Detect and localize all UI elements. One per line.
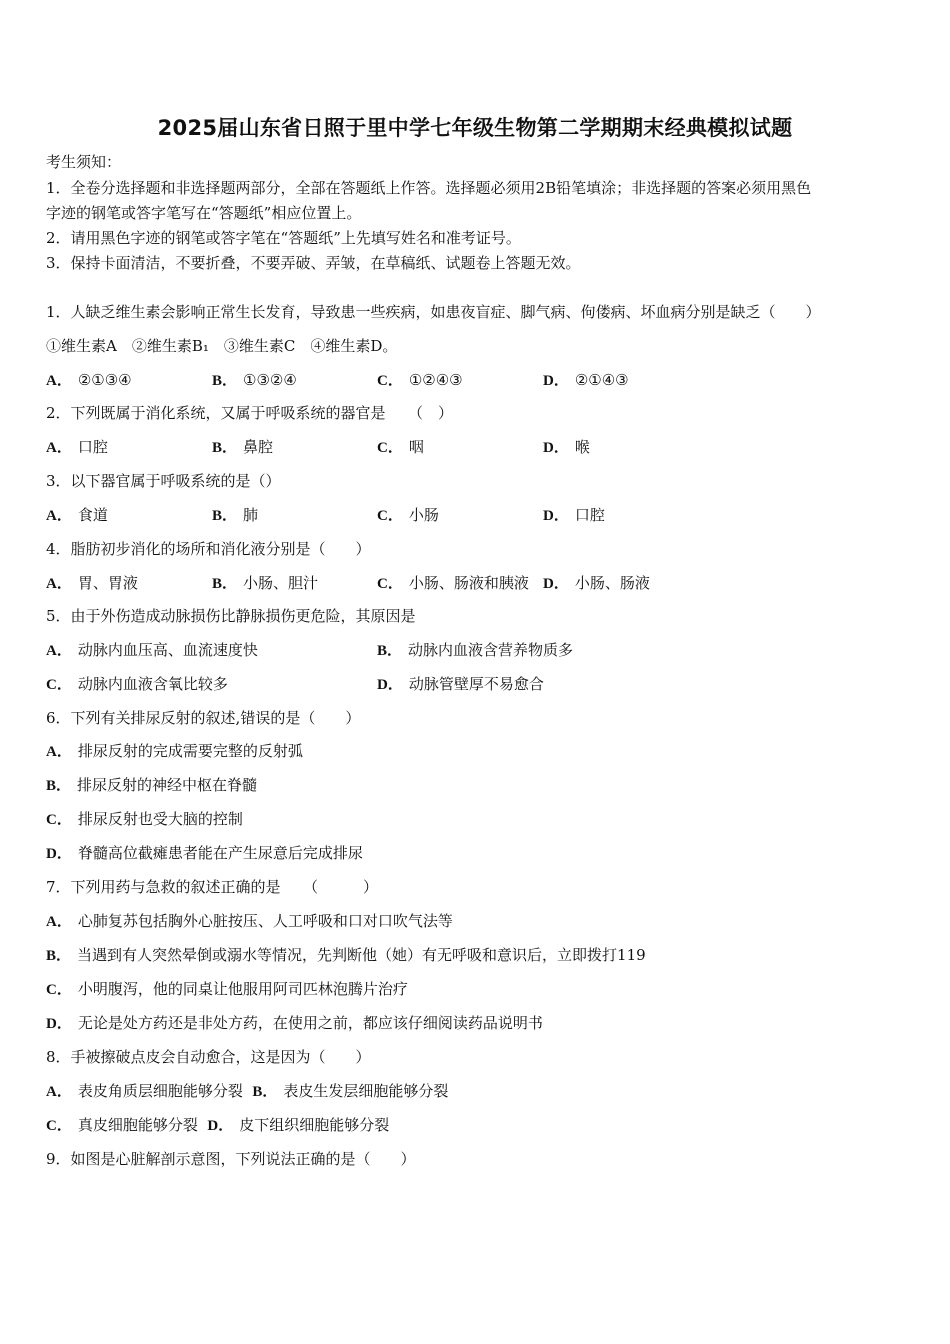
option-a: A． 口腔 <box>46 438 108 456</box>
question-stem: 5．由于外伤造成动脉损伤比静脉损伤更危险，其原因是 <box>46 607 416 625</box>
option-row <box>46 1115 389 1136</box>
option-a: A． 表皮角质层细胞能够分裂 <box>46 1082 243 1100</box>
option-c: C． 咽 <box>377 438 424 456</box>
option-b: B． 排尿反射的神经中枢在脊髓 <box>46 776 258 794</box>
page-title: 2025届山东省日照于里中学七年级生物第二学期期末经典模拟试题 <box>157 116 793 140</box>
question-stem: 3．以下器官属于呼吸系统的是（） <box>46 472 281 490</box>
option-b: B． 鼻腔 <box>212 438 274 456</box>
option-a: A． 胃、胃液 <box>46 574 138 592</box>
option-a: A． 食道 <box>46 506 108 524</box>
notice-heading: 考生须知： <box>46 153 122 171</box>
option-c: C． ①②④③ <box>377 371 463 389</box>
option-c: C． 小明腹泻，他的同桌让他服用阿司匹林泡腾片治疗 <box>46 980 408 998</box>
option-d: D． ②①④③ <box>543 371 629 389</box>
option-d: D． 口腔 <box>543 506 605 524</box>
option-d: D． 无论是处方药还是非处方药，在使用之前，都应该仔细阅读药品说明书 <box>46 1014 543 1032</box>
option-c: C． 排尿反射也受大脑的控制 <box>46 810 243 828</box>
option-c: C． 小肠 <box>377 506 439 524</box>
question-stem: 9．如图是心脏解剖示意图，下列说法正确的是（ ） <box>46 1150 416 1168</box>
option-d: D． 脊髓高位截瘫患者能在产生尿意后完成排尿 <box>46 844 363 862</box>
option-c: C． 真皮细胞能够分裂 <box>46 1116 198 1134</box>
option-a: A． 动脉内血压高、血流速度快 <box>46 641 258 659</box>
option-b: B． 当遇到有人突然晕倒或溺水等情况，先判断他（她）有无呼吸和意识后，立即拨打119 <box>46 946 646 964</box>
option-b: B． 肺 <box>212 506 259 524</box>
option-row <box>46 1081 448 1102</box>
question-stem: 8．手被擦破点皮会自动愈合，这是因为（ ） <box>46 1048 371 1066</box>
notice-line: 3．保持卡面清洁，不要折叠，不要弄破、弄皱，在草稿纸、试题卷上答题无效。 <box>46 254 581 272</box>
question-stem: 7．下列用药与急救的叙述正确的是 （ ） <box>46 878 379 896</box>
option-d: D． 皮下组织细胞能够分裂 <box>207 1116 390 1134</box>
option-c: C． 动脉内血液含氧比较多 <box>46 675 228 693</box>
option-b: B． 动脉内血液含营养物质多 <box>377 641 574 659</box>
option-b: B． 小肠、胆汁 <box>212 574 319 592</box>
question-stem: 2．下列既属于消化系统，又属于呼吸系统的器官是 （ ） <box>46 404 454 422</box>
question-extra: ①维生素A ②维生素B₁ ③维生素C ④维生素D。 <box>46 337 398 355</box>
option-b: B． ①③②④ <box>212 371 297 389</box>
question-stem: 4．脂肪初步消化的场所和消化液分别是（ ） <box>46 540 371 558</box>
option-d: D． 小肠、肠液 <box>543 574 650 592</box>
notice-line: 1．全卷分选择题和非选择题两部分，全部在答题纸上作答。选择题必须用2B铅笔填涂；非选择题的答案必须用黑色 <box>46 179 812 197</box>
option-a: A． 排尿反射的完成需要完整的反射弧 <box>46 742 303 760</box>
option-b: B． 表皮生发层细胞能够分裂 <box>252 1082 449 1100</box>
question-stem: 1．人缺乏维生素会影响正常生长发育，导致患一些疾病，如患夜盲症、脚气病、佝偻病、坏血病分别是缺乏（ ） <box>46 303 821 321</box>
option-a: A． 心肺复苏包括胸外心脏按压、人工呼吸和口对口吹气法等 <box>46 912 453 930</box>
notice-line: 2．请用黑色字迹的钢笔或答字笔在“答题纸”上先填写姓名和准考证号。 <box>46 229 521 247</box>
option-d: D． 动脉管壁厚不易愈合 <box>377 675 544 693</box>
notice-line: 字迹的钢笔或答字笔写在“答题纸”相应位置上。 <box>46 204 362 222</box>
question-stem: 6．下列有关排尿反射的叙述,错误的是（ ） <box>46 709 361 727</box>
option-d: D． 喉 <box>543 438 590 456</box>
option-c: C． 小肠、肠液和胰液 <box>377 574 529 592</box>
option-a: A． ②①③④ <box>46 371 132 389</box>
